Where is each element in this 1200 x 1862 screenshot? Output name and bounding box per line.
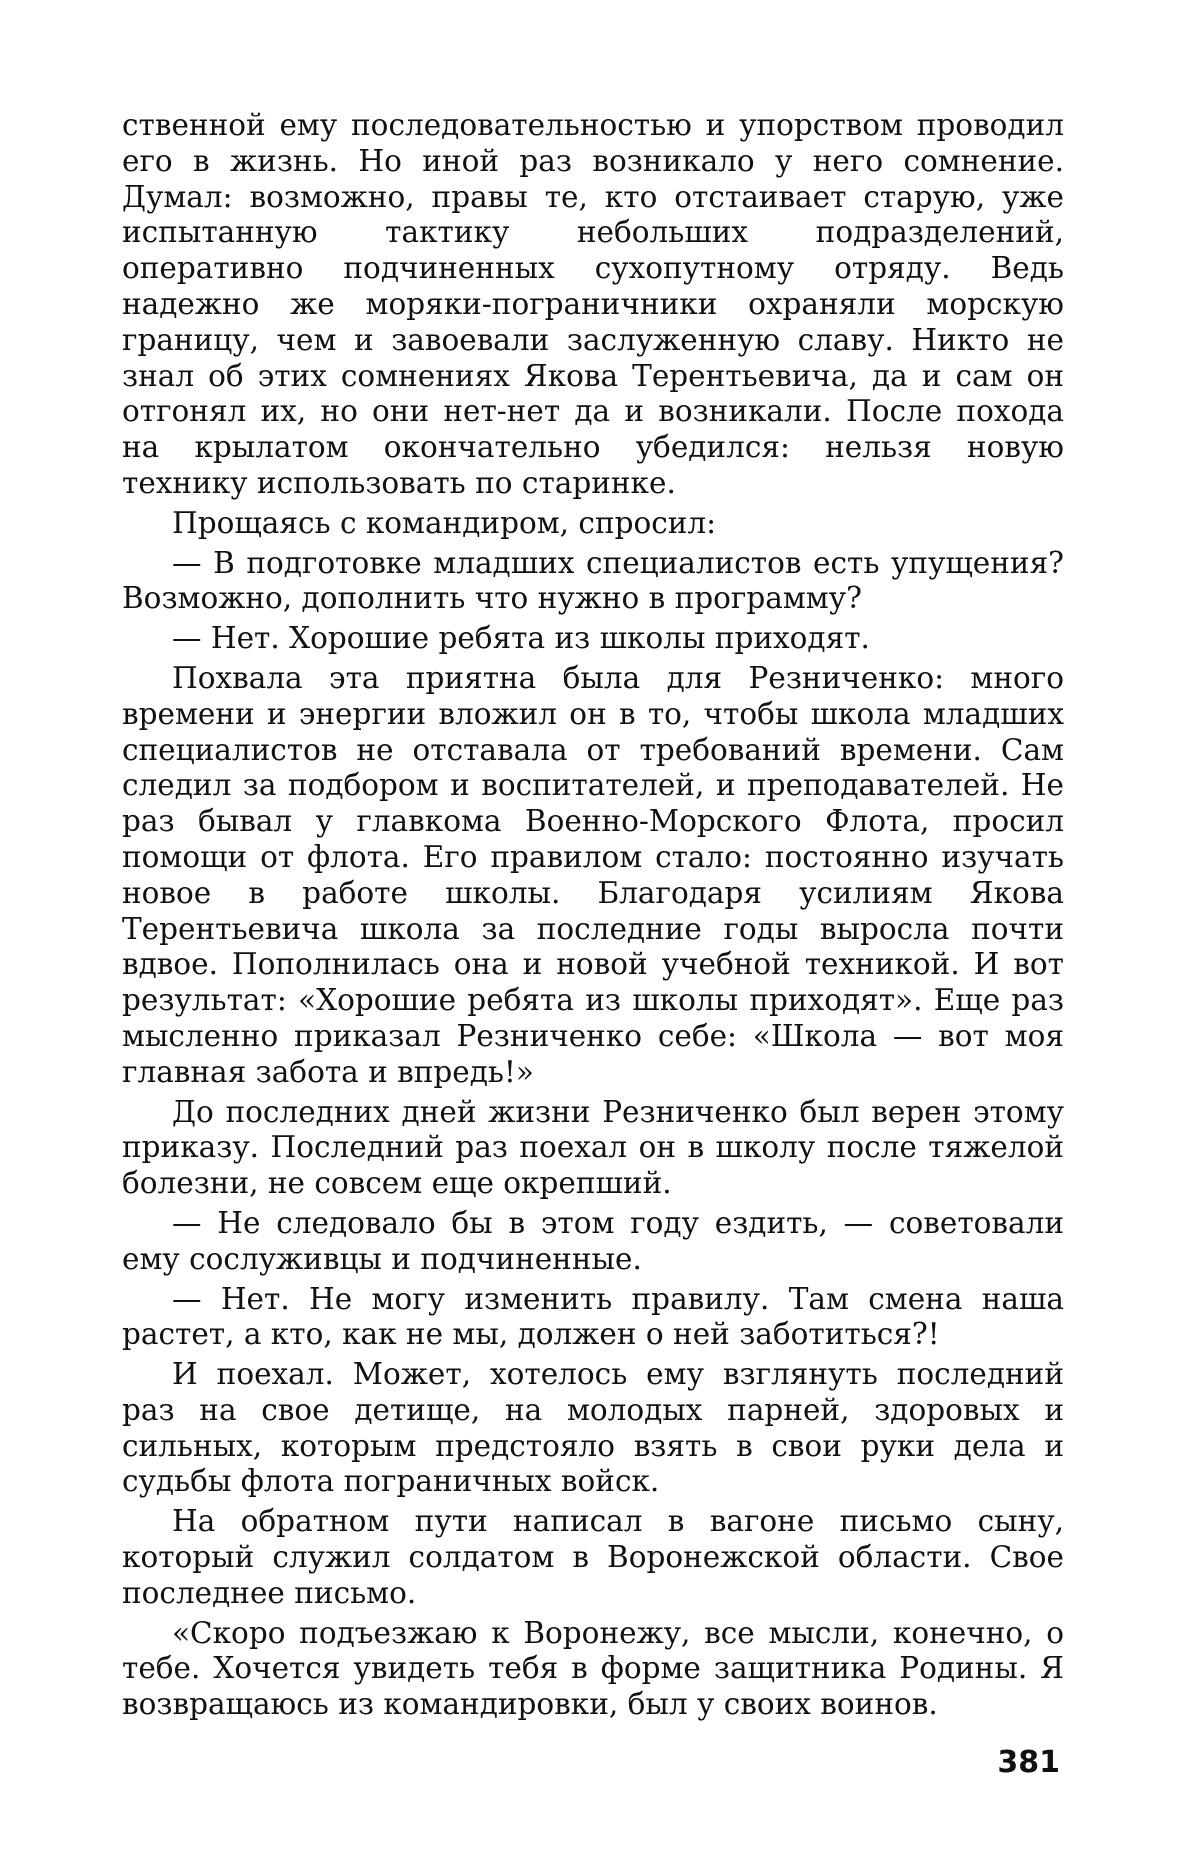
paragraph-6: До последних дней жизни Резниченко был верен этому приказу. Последний раз поехал он в школу после тяжелой болезни, не совсем еще окрепший. <box>122 1095 1064 1202</box>
paragraph-7: — Не следовало бы в этом году ездить, — советовали ему сослуживцы и подчиненные. <box>122 1206 1064 1278</box>
paragraph-8: — Нет. Не могу изменить правилу. Там смена наша растет, а кто, как не мы, должен о ней заботиться?! <box>122 1282 1064 1354</box>
page-text <box>122 108 1064 1727</box>
paragraph-11: «Скоро подъезжаю к Воронежу, все мысли, конечно, о тебе. Хочется увидеть тебя в форме защитника Родины. Я возвращаюсь из командировки, был у своих воинов. <box>122 1616 1064 1723</box>
paragraph-10: На обратном пути написал в вагоне письмо сыну, который служил солдатом в Воронежской области. Свое последнее письмо. <box>122 1504 1064 1611</box>
paragraph-1: ственной ему последовательностью и упорством проводил его в жизнь. Но иной раз возникало у него сомнение. Думал: возможно, правы те, кто отстаивает старую, уже испытанную тактику небольших подразделений, оперативно подчиненных сухопутному отряду. Ведь надежно же моряки-пограничники охраняли морскую границу, чем и завоевали заслуженную славу. Никто не знал об этих сомнениях Якова Терентьевича, да и сам он отгонял их, но они нет-нет да и возникали. После похода на крылатом окончательно убедился: нельзя новую технику использовать по старинке. <box>122 108 1064 502</box>
paragraph-5: Похвала эта приятна была для Резниченко: много времени и энергии вложил он в то, чтобы школа младших специалистов не отставала от требований времени. Сам следил за подбором и воспитателей, и преподавателей. Не раз бывал у главкома Военно-Морского Флота, просил помощи от флота. Его правилом стало: постоянно изучать новое в работе школы. Благодаря усилиям Якова Терентьевича школа за последние годы выросла почти вдвое. Пополнилась она и новой учебной техникой. И вот результат: «Хорошие ребята из школы приходят». Еще раз мысленно приказал Резниченко себе: «Школа — вот моя главная забота и впредь!» <box>122 661 1064 1091</box>
paragraph-3: — В подготовке младших специалистов есть упущения? Возможно, дополнить что нужно в программу? <box>122 546 1064 618</box>
paragraph-4: — Нет. Хорошие ребята из школы приходят. <box>122 621 1064 657</box>
paragraph-9: И поехал. Может, хотелось ему взглянуть последний раз на свое детище, на молодых парней, здоровых и сильных, которым предстояло взять в свои руки дела и судьбы флота пограничных войск. <box>122 1357 1064 1500</box>
page-number: 381 <box>997 1745 1060 1780</box>
paragraph-2: Прощаясь с командиром, спросил: <box>122 506 1064 542</box>
